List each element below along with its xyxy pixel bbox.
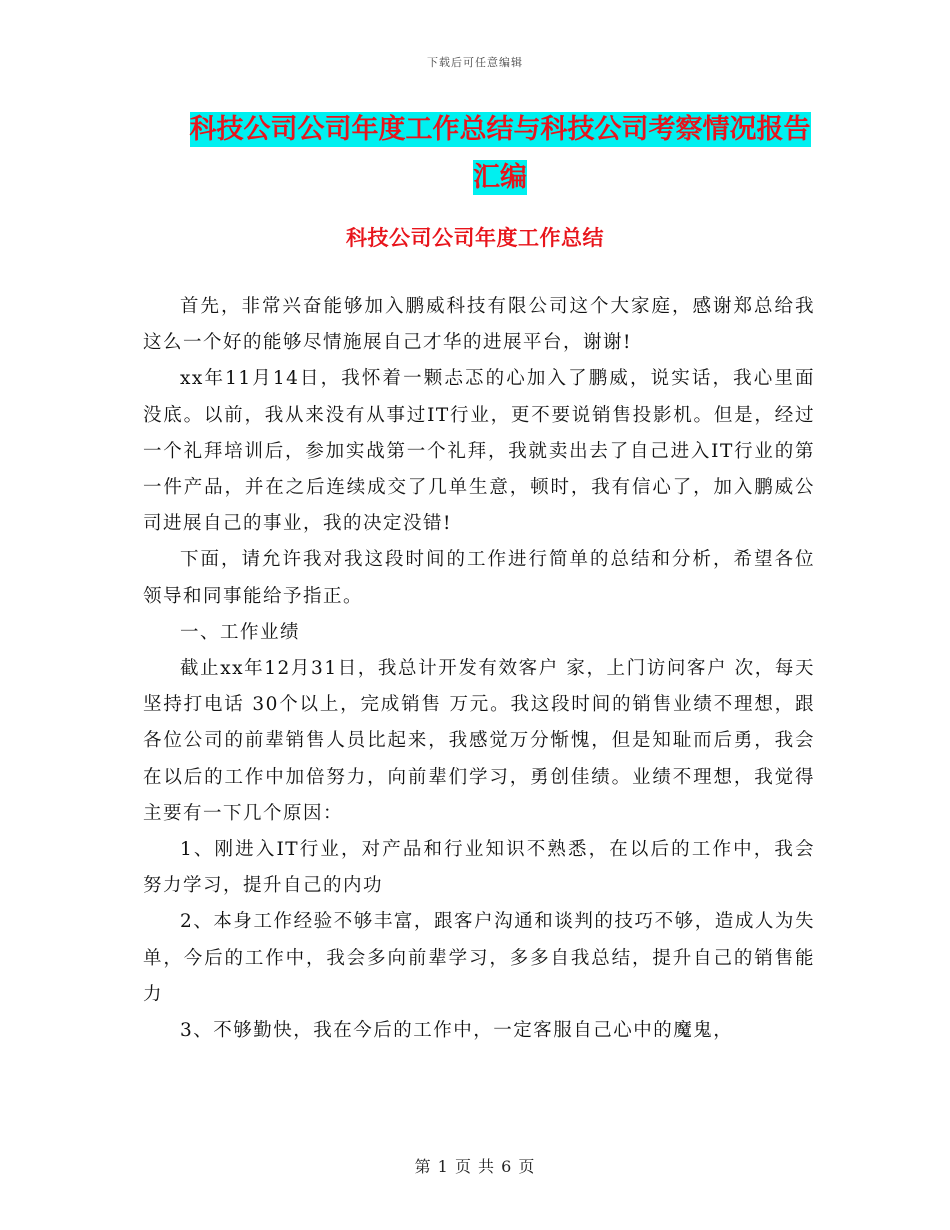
paragraph: 首先，非常兴奋能够加入鹏威科技有限公司这个大家庭，感谢郑总给我这么一个好的能够尽情施展自己才华的进展平台，谢谢! xyxy=(143,296,815,354)
document-title-line-2: 汇编 xyxy=(473,162,527,193)
section-title: 科技公司公司年度工作总结 xyxy=(346,226,604,250)
paragraph: 下面，请允许我对我这段时间的工作进行简单的总结和分析，希望各位领导和同事能给予指正。 xyxy=(143,549,815,607)
paragraph: 截止xx年12月31日，我总计开发有效客户 家，上门访问客户 次，每天坚持打电话 30个以上，完成销售 万元。我这段时间的销售业绩不理想，跟各位公司的前辈销售人员比起来，我感觉万分惭愧，但是知耻而后勇，我会在以后的工作中加倍努力，向前辈们学习，勇创佳绩。业绩不理想，我觉得主要有一下几个原因： xyxy=(143,658,815,824)
document-title-line-1: 科技公司公司年度工作总结与科技公司考察情况报告 xyxy=(189,114,811,145)
list-item: 1、刚进入IT行业，对产品和行业知识不熟悉，在以后的工作中，我会努力学习，提升自己的内功 xyxy=(143,839,815,897)
page-footer: 第 1 页 共 6 页 xyxy=(414,1157,536,1176)
page-header-note: 下载后可任意编辑 xyxy=(427,56,523,69)
paragraph: xx年11月14日，我怀着一颗忐忑的心加入了鹏威，说实话，我心里面没底。以前，我从来没有从事过IT行业，更不要说销售投影机。但是，经过一个礼拜培训后，参加实战第一个礼拜，我就卖出去了自己进入IT行业的第一件产品，并在之后连续成交了几单生意，顿时，我有信心了，加入鹏威公司进展自己的事业，我的决定没错! xyxy=(143,368,815,535)
document-body xyxy=(143,289,815,1049)
document-title xyxy=(150,106,850,202)
list-item: 3、不够勤快，我在今后的工作中，一定客服自己心中的魔鬼， xyxy=(180,1020,734,1042)
list-item: 2、本身工作经验不够丰富，跟客户沟通和谈判的技巧不够，造成人为失单，今后的工作中，我会多向前辈学习，多多自我总结，提升自己的销售能力 xyxy=(143,911,815,1005)
section-heading: 一、工作业绩 xyxy=(180,621,301,643)
